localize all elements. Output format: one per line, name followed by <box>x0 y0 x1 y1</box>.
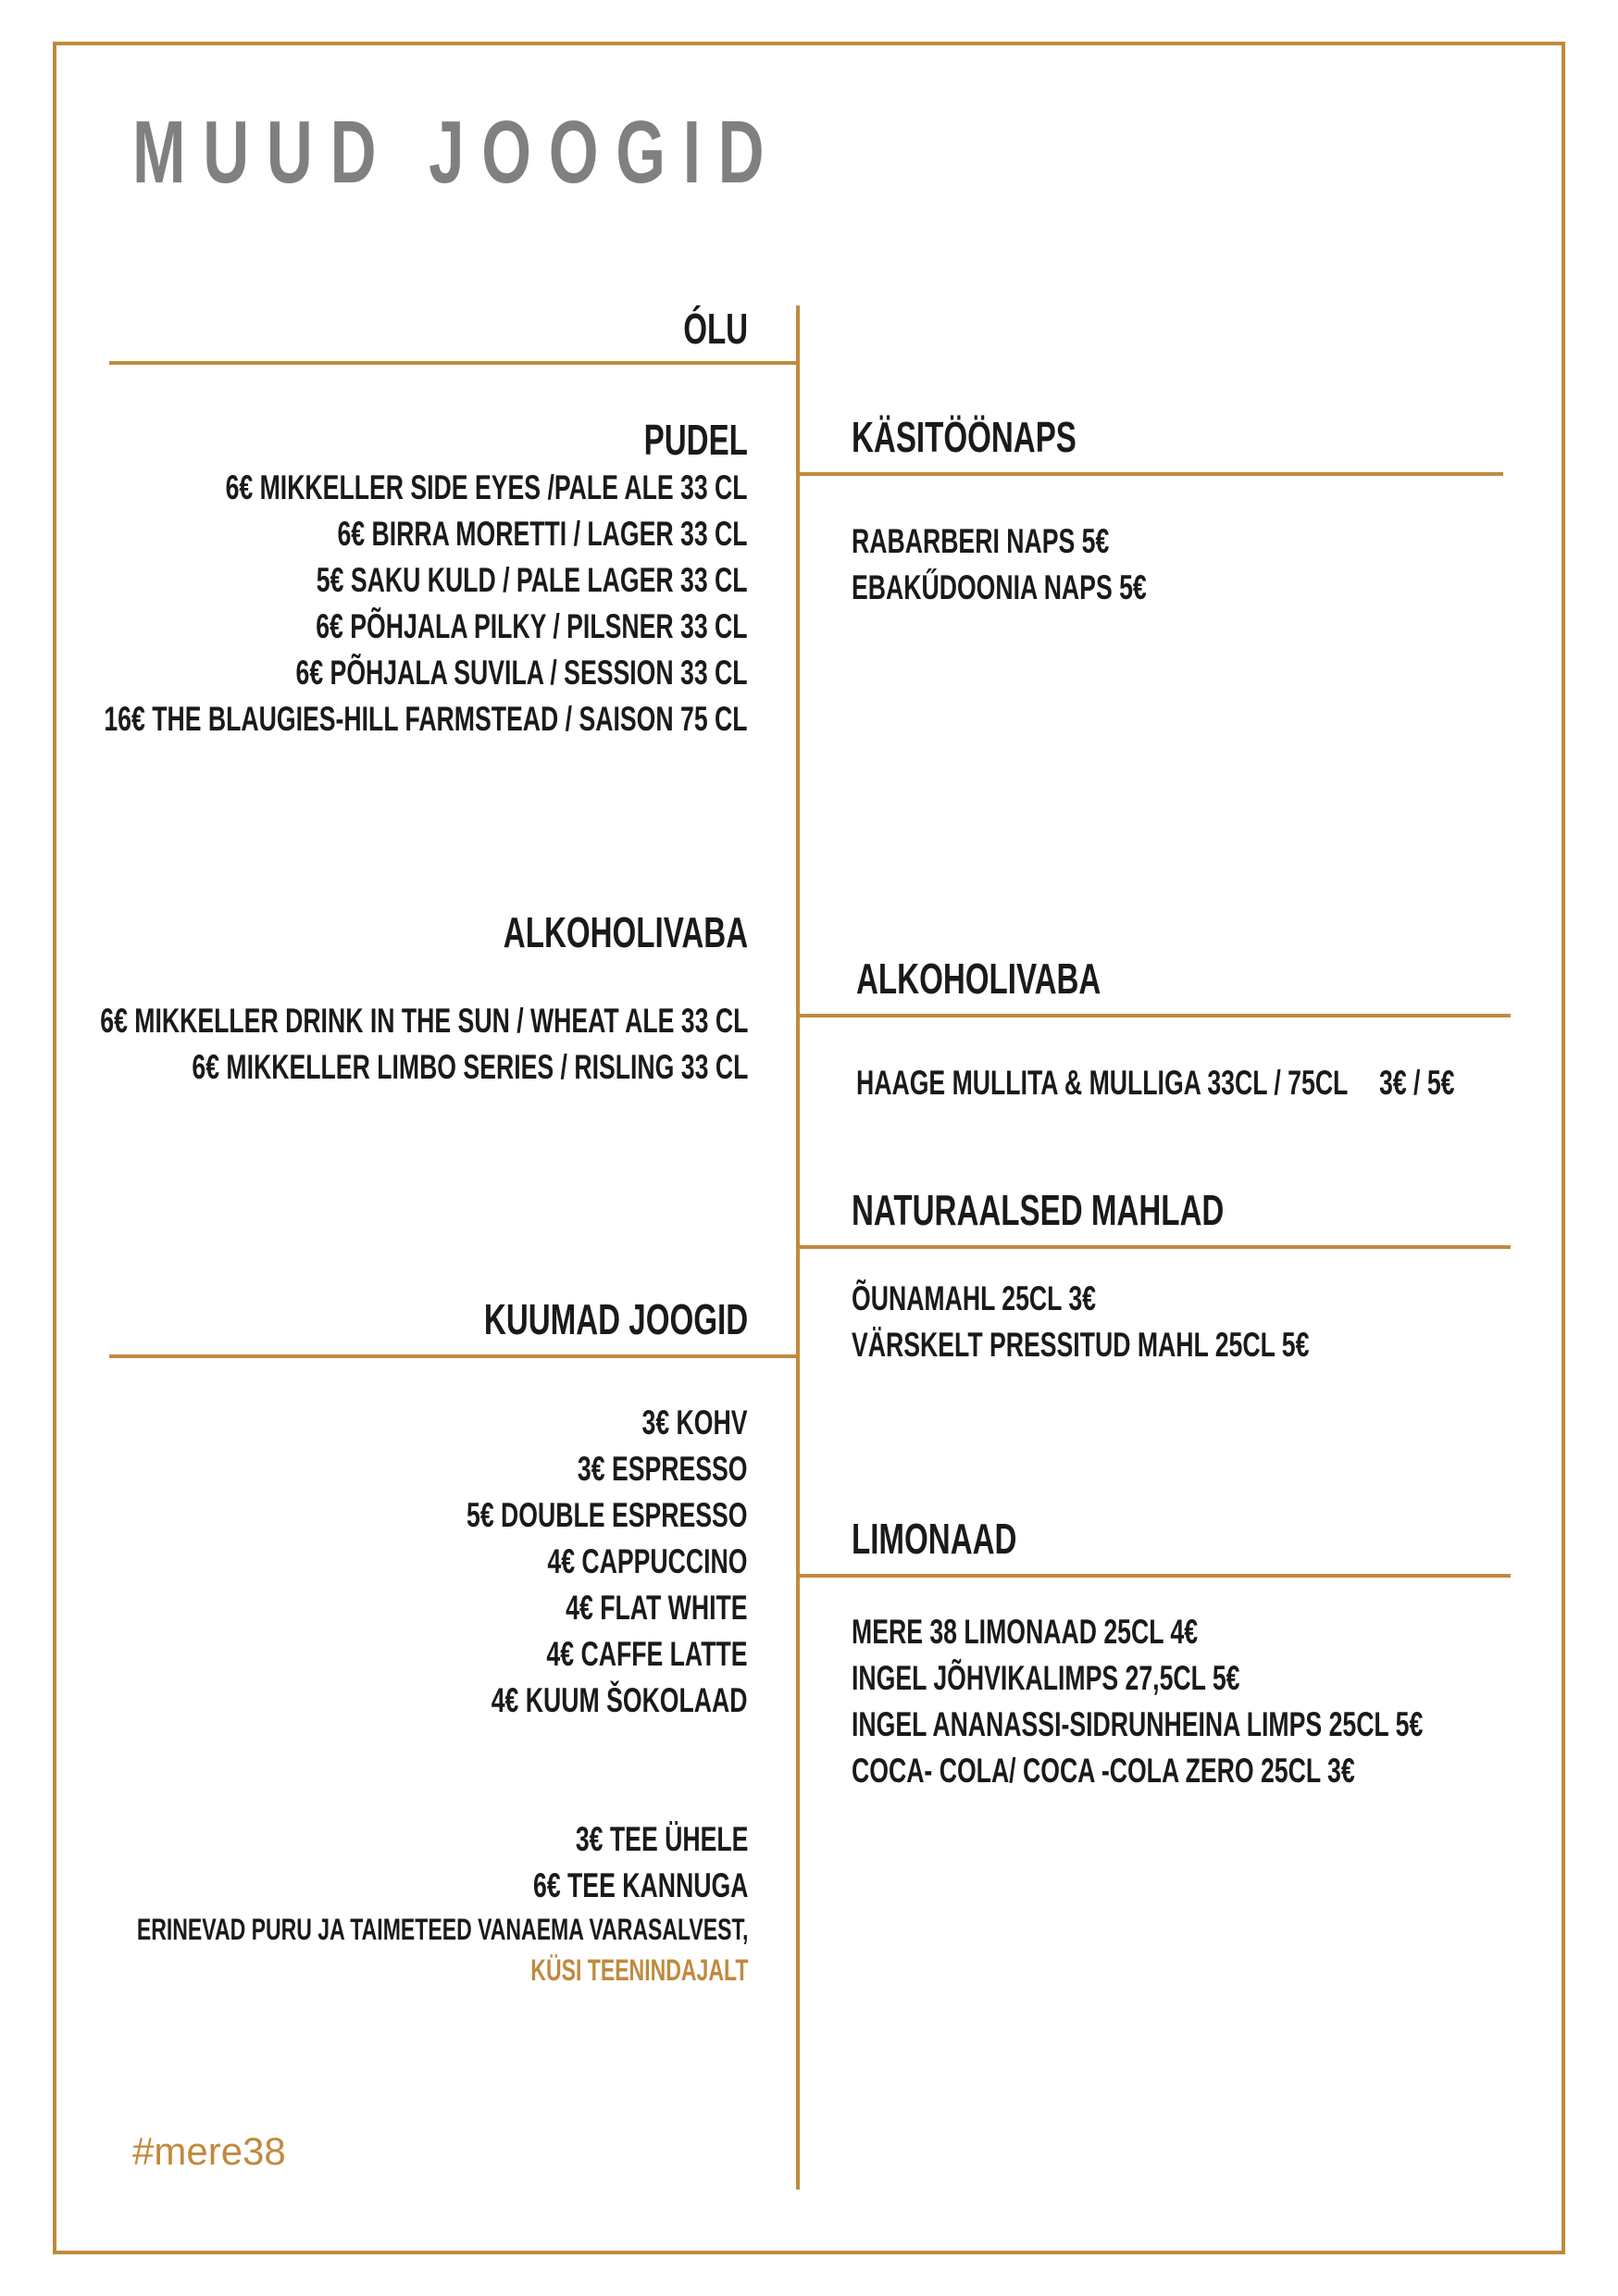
pudel-heading: PUDEL <box>643 416 748 464</box>
hashtag: #mere38 <box>132 2129 286 2173</box>
list-item: 6€ MIKKELLER SIDE EYES /PALE ALE 33 CL <box>226 468 749 506</box>
pudel-list <box>105 465 748 742</box>
olu-heading: ÓLU <box>683 305 748 353</box>
list-item: COCA- COLA/ COCA -COLA ZERO 25CL 3€ <box>852 1752 1355 1790</box>
kasitoonaps-heading: KÄSITÖÖNAPS <box>852 413 1077 461</box>
alkoholivaba-list <box>100 998 748 1091</box>
kasitoonaps-divider <box>798 472 1503 476</box>
list-item: 3€ KOHV <box>641 1404 748 1441</box>
list-item: 3€ ESPRESSO <box>578 1450 748 1488</box>
tea-note: ERINEVAD PURU JA TAIMETEED VANAEMA VARASALVEST, <box>136 1913 748 1946</box>
limonaad-heading: LIMONAAD <box>852 1515 1017 1563</box>
list-item: INGEL JÕHVIKALIMPS 27,5CL 5€ <box>852 1659 1240 1697</box>
alkoholivaba-right-divider <box>798 1014 1511 1017</box>
list-item: 6€ MIKKELLER LIMBO SERIES / RISLING 33 CL <box>192 1048 748 1086</box>
list-item: ÕUNAMAHL 25CL 3€ <box>852 1279 1097 1317</box>
list-item: MERE 38 LIMONAAD 25CL 4€ <box>852 1613 1199 1651</box>
list-item: 3€ TEE ÜHELE <box>575 1820 748 1858</box>
list-item: 6€ TEE KANNUGA <box>532 1866 748 1904</box>
list-item: 5€ SAKU KULD / PALE LAGER 33 CL <box>317 561 748 599</box>
list-item: 6€ MIKKELLER DRINK IN THE SUN / WHEAT ALE 33 CL <box>99 1002 748 1040</box>
mahlad-heading: NATURAALSED MAHLAD <box>852 1186 1225 1234</box>
kasitoonaps-list <box>852 518 1147 611</box>
list-item: EBAKŰDOONIA NAPS 5€ <box>852 568 1147 606</box>
list-item: INGEL ANANASSI-SIDRUNHEINA LIMPS 25CL 5€ <box>852 1705 1424 1743</box>
kuumad-heading: KUUMAD JOOGID <box>483 1295 748 1343</box>
list-item: 16€ THE BLAUGIES-HILL FARMSTEAD / SAISON 75 CL <box>104 700 748 738</box>
list-item: 4€ FLAT WHITE <box>566 1589 748 1627</box>
tea-note-highlight: KÜSI TEENINDAJALT <box>529 1953 748 1987</box>
list-item: 4€ KUUM ŠOKOLAAD <box>492 1681 748 1719</box>
list-item: 6€ PÕHJALA PILKY / PILSNER 33 CL <box>316 607 748 645</box>
limonaad-list <box>852 1609 1423 1794</box>
list-item: 6€ BIRRA MORETTI / LAGER 33 CL <box>337 515 748 553</box>
page-title: MUUD JOOGID <box>132 103 782 202</box>
price-label: 3€ / 5€ <box>1379 1064 1455 1102</box>
kuumad-list <box>467 1400 748 1724</box>
alkoholivaba-heading: ALKOHOLIVABA <box>503 908 748 956</box>
mahlad-list <box>852 1276 1309 1368</box>
alkoholivaba-right-heading: ALKOHOLIVABA <box>856 955 1101 1003</box>
tea-list <box>136 1816 748 1990</box>
list-item: 4€ CAPPUCCINO <box>547 1542 748 1580</box>
mahlad-divider <box>798 1245 1511 1249</box>
list-item: 4€ CAFFE LATTE <box>546 1635 748 1673</box>
list-item: HAAGE MULLITA & MULLIGA 33CL / 75CL <box>856 1064 1349 1102</box>
list-item: VÄRSKELT PRESSITUD MAHL 25CL 5€ <box>852 1326 1310 1364</box>
list-item: 5€ DOUBLE ESPRESSO <box>467 1496 748 1534</box>
kuumad-divider <box>109 1354 798 1358</box>
olu-divider <box>109 361 798 365</box>
limonaad-divider <box>798 1574 1511 1578</box>
list-item: RABARBERI NAPS 5€ <box>852 522 1110 560</box>
list-item: 6€ PÕHJALA SUVILA / SESSION 33 CL <box>295 654 748 692</box>
